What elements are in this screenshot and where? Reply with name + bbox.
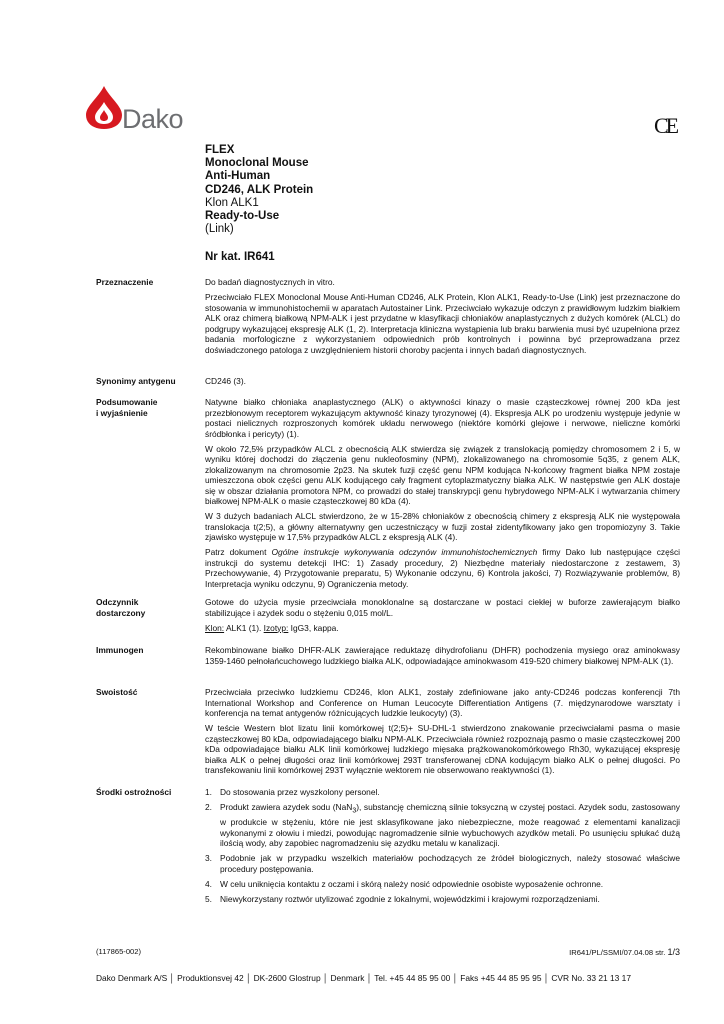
label-line: dostarczony [96, 607, 146, 618]
title-line: CD246, ALK Protein [205, 183, 314, 196]
section-label-synonyms: Synonimy antygenu [96, 376, 176, 386]
document-code: (117865-002) [96, 947, 142, 956]
precautions-list [205, 787, 680, 904]
label-line: i wyjaśnienie [96, 407, 148, 418]
isotype-value: IgG3, kappa. [288, 622, 339, 633]
paragraph: CD246 (3). [205, 376, 246, 386]
section-summary [205, 397, 680, 594]
clone-value: ALK1 (1). [224, 622, 264, 633]
item-text: Niewykorzystany roztwór utylizować zgodnie z lokalnymi, wojewódzkimi i krajowymi rozporządzeniami. [220, 893, 600, 904]
title-line: (Link) [205, 223, 234, 236]
page-reference [569, 947, 680, 957]
company-address: Dako Denmark A/S │ Produktionsvej 42 │ DK-2600 Glostrup │ Denmark │ Tel. +45 44 85 95 00 │ Faks +45 44 85 95 95 │ CVR No. 33 21 13 17 [96, 973, 631, 983]
dako-logo [84, 84, 204, 140]
section-label-reagent [96, 597, 145, 618]
section-precautions [205, 787, 680, 909]
section-label-specificity: Swoistość [96, 687, 138, 697]
dako-drop-icon [84, 84, 124, 130]
item-text: Produkt zawiera azydek sodu (NaN [220, 802, 353, 812]
item-text: Do stosowania przez wyszkolony personel. [220, 787, 380, 797]
paragraph: Rekombinowane białko DHFR-ALK zawierające reduktazę dihydrofolianu (DHFR) pochodzenia mysiego oraz aminokwasy 1359-1460 pełnołańcuchowego ludzkiego białka ALK, odpowiadające aminokwasom 419-520 chimery białkowej NPM-ALK (1). [205, 645, 680, 666]
label-line: Odczynnik [96, 597, 139, 607]
title-line: Ready-to-Use [205, 210, 280, 223]
item-number: 2. [205, 802, 212, 812]
title-line: Monoclonal Mouse [205, 157, 309, 170]
list-item [205, 787, 680, 798]
item-text: Podobnie jak w przypadku wszelkich materiałów pochodzących ze źródeł biologicznych, należy stosować właściwe procedury postępowania. [220, 853, 680, 874]
document-title: Ogólne instrukcje wykonywania odczynów immunohistochemicznych [271, 547, 538, 557]
paragraph: Gotowe do użycia mysie przeciwciała monoklonalne są dostarczane w postaci ciekłej w buforze zawierającym białko stabilizujące i azydek sodu o stężeniu 0,015 mol/L. [205, 597, 680, 618]
label-line: Podsumowanie [96, 397, 158, 407]
product-title [205, 144, 313, 236]
text-run: firmy Dako lub następujące części instrukcji do systemu detekcji IHC: 1) Zasady procedury, 2) Niezbędne materiały niedostarczone z zestawem, 3) Przechowywanie, 4) Przygotowanie preparatu, 5) Wykonanie odczynu, 6) Kontrola jakości, 7) Rozwiązywanie problemów, 8) Interpretacja wyniku odczynu, 9) Ograniczenia metody. [205, 547, 681, 589]
paragraph [205, 547, 680, 589]
paragraph: W teście Western blot lizatu linii komórkowej t(2;5)+ SU-DHL-1 stwierdzono znakowanie przeciwciałami pasma o masie cząsteczkowej 80 kDa, odpowiadającego białku NPM-ALK. Przeciwciała również rozpoznają pasmo o masie cząsteczkowej 200 kDa odpowiadające białku ALK linii komórkowej ludzkiego mięsaka prążkowanokomórkowego Rh30, wykazującej ekspresję białka ALK o pełnej długości oraz linii komórkowej 293T transferowanej cDNA kodującym białko ALK o pełnej długości. Po transfekowaniu linii komórkowej 293T wyłącznie wektorem nie obserwowano reaktywności (1). [205, 723, 680, 775]
subscript: 3 [352, 807, 357, 815]
title-line: Klon ALK1 [205, 196, 259, 209]
catalog-number: Nr kat. IR641 [205, 251, 275, 263]
item-number: 4. [205, 878, 212, 889]
paragraph: W 3 dużych badaniach ALCL stwierdzono, że w 15-28% chłoniaków z obecnością chimery z ekspresją ALK nie występowała translokacja t(2;5), a główny alternatywny gen uczestniczący w fuzji został zidentyfikowany jako gen tropomiozyny 3. Takie zjawisko występuje w 17,5% przypadków ALCL z ekspresją ALK (4). [205, 511, 680, 542]
page-number: 1/3 [667, 947, 680, 957]
paragraph: Do badań diagnostycznych in vitro. [205, 277, 335, 287]
section-immunogen [205, 645, 680, 671]
paragraph [205, 623, 680, 634]
item-number: 1. [205, 787, 212, 797]
paragraph: W około 72,5% przypadków ALCL z obecnością ALK stwierdza się związek z translokacją pomiędzy chromosomem 2 i 5, w wyniku której dochodzi do złączenia genu nukleofosminy (NPM), zlokalizowanego na chromosomie 5q35, z genem ALK, zlokalizowanym na chromosomie 2p23. Na skutek fuzji część genu NPM kodująca N-końcowy fragment białka NPM zostaje umieszczona obok części genu ALK kodującego cały fragment cytoplazmatyczny białka ALK. W następstwie gen ALK dostaje się w obszar działania promotora NPM, co prowadzi do stałej transkrypcji genu hybrydowego NPM-ALK i wytwarzania chimery białkowej NPM-ALK o masie cząsteczkowej 80 kDa (4). [205, 443, 680, 506]
item-number: 5. [205, 893, 212, 904]
list-item [205, 802, 680, 849]
section-synonyms [205, 376, 680, 391]
item-text: W celu uniknięcia kontaktu z oczami i skórą należy nosić odpowiednie osobiste wyposażenie ochronne. [220, 878, 604, 889]
item-number: 3. [205, 853, 212, 864]
dako-wordmark: Dako [122, 104, 184, 134]
list-item [205, 853, 680, 874]
section-reagent [205, 597, 680, 638]
section-intended-use [205, 277, 680, 360]
paragraph: Przeciwciała przeciwko ludzkiemu CD246, klon ALK1, zostały zdefiniowane jako anty-CD246 podczas konferencji 7th International Workshop and Conference on Human Leucocyte Differentiation Antigens (7. międzynarodowe warsztaty i konferencja na temat antygenów różnicujących ludzkie leukocyty) (3). [205, 687, 680, 718]
list-item [205, 879, 680, 890]
section-label-precautions: Środki ostrożności [96, 787, 172, 797]
paragraph: Przeciwciało FLEX Monoclonal Mouse Anti-Human CD246, ALK Protein, Klon ALK1, Ready-to-Use (Link) jest przeznaczone do stosowania w immunohistochemii w aparatach Autostainer Link. Przeciwciało wykazuje odczyn z prawidłowym ludzkim białkiem ALK oraz chimerą białkową NPM-ALK i jest przydatne w klasyfikacji chłoniaków anaplastycznych z dużych komórek (ALCL) do podgrupy wykazującej ekspresję ALK (1, 2). Interpretacja kliniczna wystąpienia lub braku barwienia musi być uzupełniona przez badania morfologiczne z wykorzystaniem odpowiednich prób kontrolnych i powinna być przeprowadzana przez doświadczonego patologa z uwzględnieniem historii choroby pacjenta i innych badań diagnostycznych. [205, 292, 680, 355]
section-label-intended-use: Przeznaczenie [96, 277, 154, 287]
section-label-summary [96, 397, 157, 418]
title-line: FLEX [205, 144, 235, 156]
text-run: Patrz dokument [205, 547, 272, 557]
paragraph: Natywne białko chłoniaka anaplastycznego (ALK) o aktywności kinazy o masie cząsteczkowej równej 200 kDa jest przezbłonowym receptorem wykazującym aktywność kinazy tyrozynowej (4). Ekspresja ALK po urodzeniu występuje jedynie w postaci nielicznych rozproszonych komórek układu nerwowego (niektóre komórki glejowe i nerwowe, nieliczne komórki śródbłonka i pericyty) (1). [205, 397, 680, 439]
item-text: ), substancję chemiczną silnie toksyczną w czystej postaci. Azydek sodu, zastosowany w produkcie w stężeniu, które nie jest sklasyfikowane jako niebezpieczne, może reagować z elementami kanalizacji wykonanymi z ołowiu i miedzi, powodując nagromadzenie silnie wybuchowych azydków metali. Po usunięciu spłukać dużą ilością wody, aby zapobiec nagromadzeniu się azydku metalu w kanalizacji. [220, 802, 680, 849]
title-line: Anti-Human [205, 170, 271, 183]
isotype-label: Izotyp: [263, 622, 289, 633]
section-label-immunogen: Immunogen [96, 645, 144, 655]
reference-text: IR641/PL/SSMI/07.04.08 str. [569, 948, 668, 957]
section-specificity [205, 687, 680, 780]
clone-label: Klon: [205, 622, 225, 633]
list-item [205, 894, 680, 905]
ce-mark: CE [654, 113, 677, 138]
